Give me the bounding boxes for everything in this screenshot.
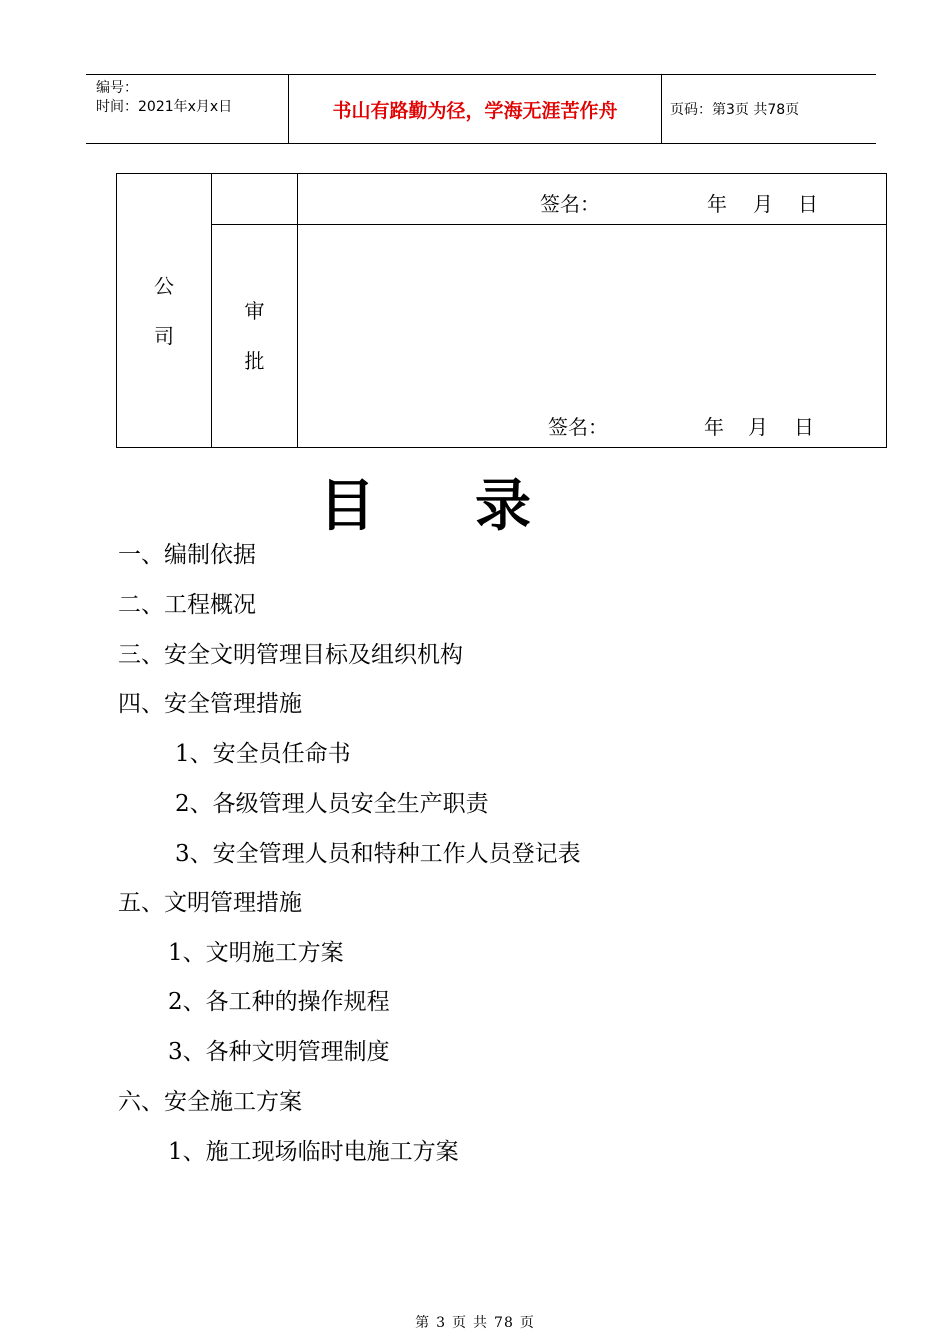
toc-item: 三、安全文明管理目标及组织机构: [118, 642, 463, 668]
toc-item: 2、各工种的操作规程: [168, 989, 390, 1015]
header-info: [96, 79, 232, 117]
footer-total-pages: 78: [494, 1315, 514, 1331]
footer-text: 共: [473, 1315, 489, 1331]
toc-item: 一、编制依据: [118, 542, 256, 568]
signature-label: 签名：: [540, 192, 600, 216]
approve-label-char: 批: [244, 349, 265, 373]
page-title: 目录: [319, 474, 631, 539]
toc-item: 1、文明施工方案: [168, 940, 344, 966]
approve-cell: [212, 225, 298, 448]
toc-item: 六、安全施工方案: [118, 1089, 302, 1115]
company-label-char: 司: [154, 323, 174, 348]
approval-table: [116, 173, 887, 448]
signature-label: 签名：: [548, 415, 608, 439]
document-number-label: 编号：: [96, 80, 138, 96]
toc-item: 3、安全管理人员和特种工作人员登记表: [175, 841, 581, 867]
year-label: 年: [704, 415, 724, 439]
toc-item: 1、施工现场临时电施工方案: [168, 1139, 459, 1165]
month-label: 月: [748, 415, 768, 439]
footer-text: 第: [415, 1315, 431, 1331]
approval-signature-cell: [298, 225, 887, 448]
header-motto: 书山有路勤为径，学海无涯苦作舟: [332, 99, 618, 122]
toc-item: 1、安全员任命书: [175, 741, 351, 767]
page-header: [86, 74, 876, 144]
header-divider: [661, 75, 662, 143]
empty-cell: [212, 174, 298, 225]
toc-item: 2、各级管理人员安全生产职责: [175, 791, 489, 817]
page-footer: [0, 1312, 950, 1332]
header-page-number: 页码：第3页 共78页: [670, 102, 800, 118]
month-label: 月: [753, 192, 773, 216]
footer-page-number: 3: [436, 1315, 447, 1331]
company-label-char: 公: [154, 273, 174, 298]
day-label: 日: [794, 415, 814, 439]
company-cell: [117, 174, 212, 448]
year-label: 年: [707, 192, 727, 216]
toc-item: 二、工程概况: [118, 592, 256, 618]
toc-item: 五、文明管理措施: [118, 890, 302, 916]
document-time-label: 时间：2021年x月x日: [96, 99, 233, 115]
toc-item: 3、各种文明管理制度: [168, 1039, 390, 1065]
footer-text: 页: [519, 1315, 535, 1331]
approve-label-char: 审: [244, 299, 265, 323]
signature-cell: [298, 174, 887, 225]
toc-item: 四、安全管理措施: [118, 691, 302, 717]
day-label: 日: [798, 192, 818, 216]
footer-text: 页: [452, 1315, 468, 1331]
